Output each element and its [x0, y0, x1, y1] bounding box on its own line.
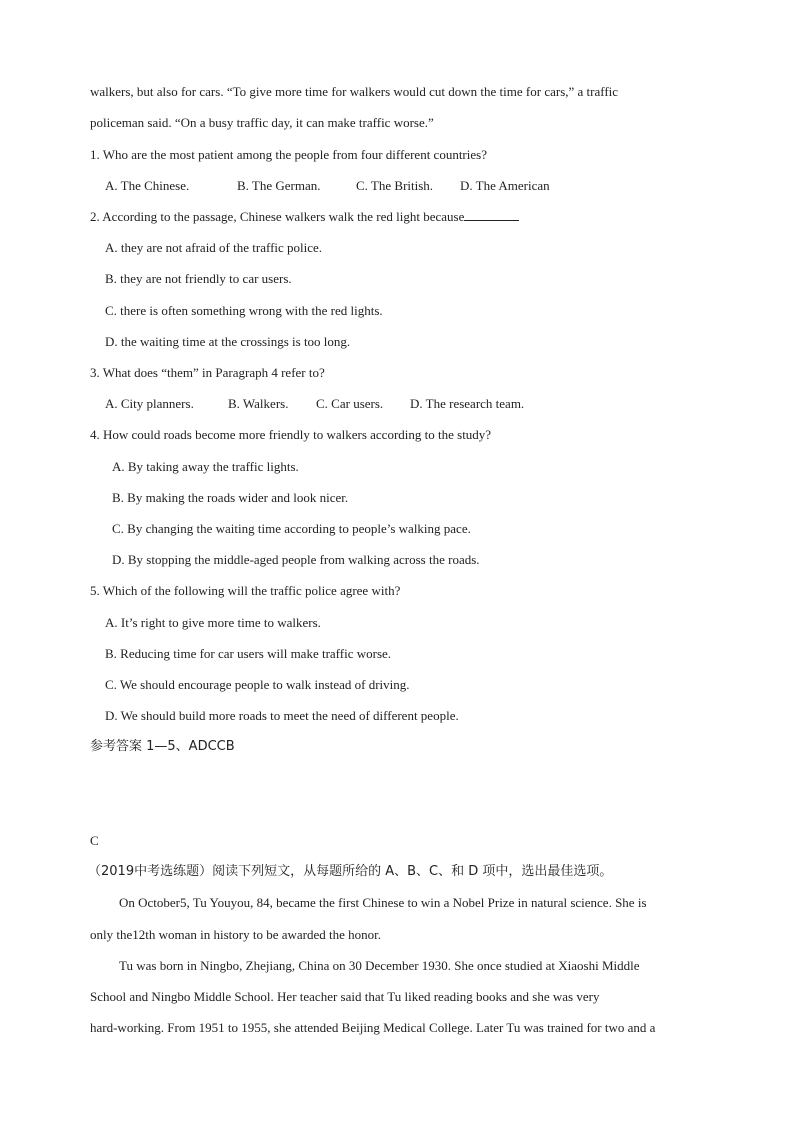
- option-a: A. City planners.: [105, 396, 194, 411]
- option-c: C. there is often something wrong with the red lights.: [105, 303, 383, 318]
- option-a: A. The Chinese.: [105, 178, 190, 193]
- answer-blank: [464, 209, 519, 221]
- option-c: C. Car users.: [316, 396, 384, 411]
- question-1-stem: 1. Who are the most patient among the people from four different countries?: [90, 147, 487, 162]
- paragraph-line: Tu was born in Ningbo, Zhejiang, China on 30 December 1930. She once studied at Xiaoshi Middle: [119, 958, 640, 973]
- option-c: C. We should encourage people to walk instead of driving.: [105, 677, 410, 692]
- passage-line: policeman said. “On a busy traffic day, it can make traffic worse.”: [90, 115, 434, 130]
- answer-key: 参考答案 1—5、ADCCB: [90, 739, 235, 754]
- option-d: D. the waiting time at the crossings is too long.: [105, 334, 351, 349]
- section-instruction: （2019中考选练题）阅读下列短文，从每题所给的 A、B、C、和 D 项中，选出最佳选项。: [88, 864, 613, 879]
- option-b: B. Walkers.: [228, 396, 289, 411]
- option-a: A. By taking away the traffic lights.: [112, 459, 299, 474]
- question-5-stem: 5. Which of the following will the traffic police agree with?: [90, 583, 401, 598]
- option-b: B. The German.: [237, 178, 321, 193]
- option-d: D. The research team.: [410, 396, 525, 411]
- option-b: B. By making the roads wider and look nicer.: [112, 490, 349, 505]
- question-2-stem: [90, 209, 519, 225]
- passage-line: walkers, but also for cars. “To give more time for walkers would cut down the time for cars,” a traffic: [90, 84, 619, 99]
- option-d: D. We should build more roads to meet the need of different people.: [105, 708, 459, 723]
- question-3-stem: 3. What does “them” in Paragraph 4 refer to?: [90, 365, 325, 380]
- option-a: A. they are not afraid of the traffic police.: [105, 240, 323, 255]
- option-b: B. they are not friendly to car users.: [105, 271, 292, 286]
- option-b: B. Reducing time for car users will make traffic worse.: [105, 646, 392, 661]
- option-c: C. The British.: [356, 178, 434, 193]
- paragraph-line: hard-working. From 1951 to 1955, she attended Beijing Medical College. Later Tu was trained for two and a: [90, 1020, 656, 1035]
- option-a: A. It’s right to give more time to walkers.: [105, 615, 321, 630]
- paragraph-line: School and Ningbo Middle School. Her teacher said that Tu liked reading books and she was very: [90, 989, 600, 1004]
- option-d: D. By stopping the middle-aged people from walking across the roads.: [112, 552, 480, 567]
- question-2-text: 2. According to the passage, Chinese walkers walk the red light because: [90, 209, 465, 224]
- paragraph-line: only the12th woman in history to be awarded the honor.: [90, 927, 382, 942]
- paragraph-line: On October5, Tu Youyou, 84, became the first Chinese to win a Nobel Prize in natural science. She is: [119, 895, 647, 910]
- option-c: C. By changing the waiting time according to people’s walking pace.: [112, 521, 471, 536]
- section-letter: C: [90, 833, 99, 848]
- option-d: D. The American: [460, 178, 550, 193]
- question-4-stem: 4. How could roads become more friendly to walkers according to the study?: [90, 427, 492, 442]
